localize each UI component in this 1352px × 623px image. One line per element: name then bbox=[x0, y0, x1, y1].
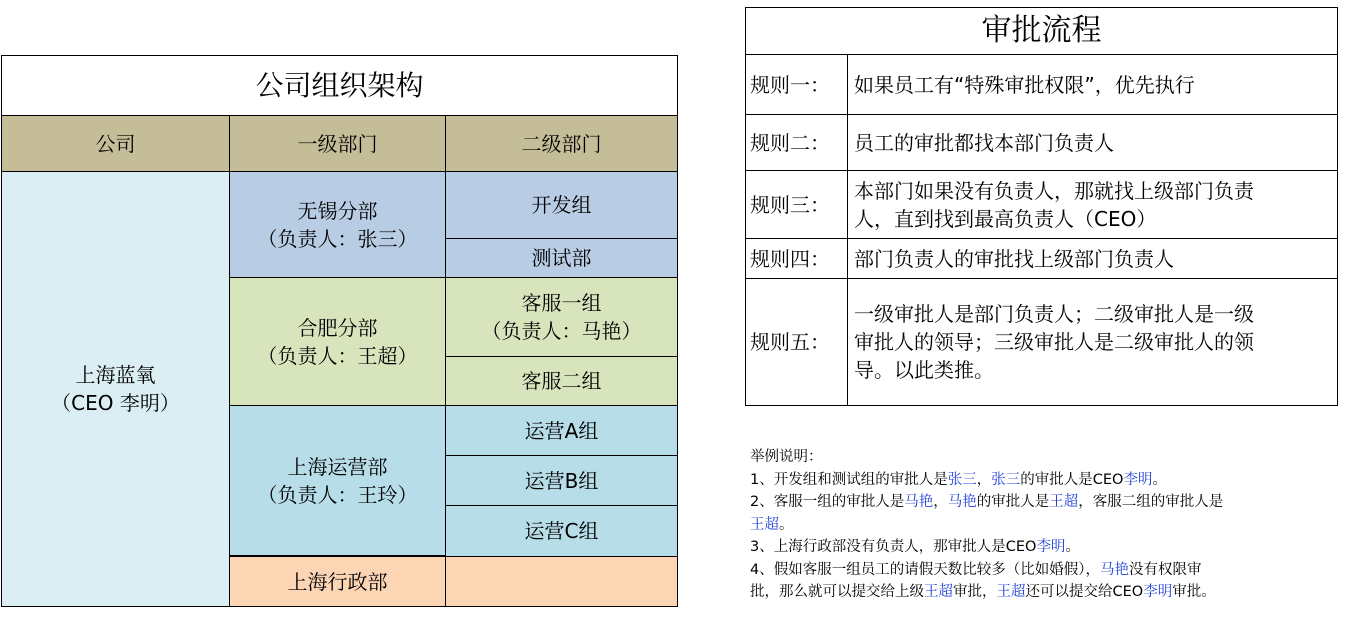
note-line bbox=[750, 469, 1350, 492]
note-text: 审批， bbox=[953, 584, 997, 600]
note-text: 。 bbox=[1065, 539, 1080, 555]
header-level2-dept: 二级部门 bbox=[445, 115, 678, 172]
note-text: 3、上海行政部没有负责人，那审批人是CEO bbox=[750, 539, 1037, 555]
note-text: 2、客服一组的审批人是 bbox=[750, 494, 905, 510]
highlighted-name: 马艳 bbox=[904, 494, 934, 510]
highlighted-name: 李明 bbox=[1036, 539, 1066, 555]
note-text: ，客服二组的审批人是 bbox=[1078, 494, 1224, 510]
highlighted-name: 王超 bbox=[996, 584, 1026, 600]
rule-5-text: 一级审批人是部门负责人；二级审批人是一级 审批人的领导；三级审批人是二级审批人的领 导。以此类推。 bbox=[847, 278, 1338, 406]
rule-4-text: 部门负责人的审批找上级部门负责人 bbox=[847, 238, 1338, 279]
division-shanghai-ops: 上海运营部 （负责人：王玲） bbox=[229, 405, 446, 556]
notes-lines bbox=[750, 469, 1350, 604]
highlighted-name: 王超 bbox=[924, 584, 953, 600]
highlighted-name: 马艳 bbox=[1099, 561, 1129, 578]
note-text: 的审批人是 bbox=[976, 494, 1050, 510]
examples-notes bbox=[750, 446, 1350, 604]
note-line bbox=[750, 491, 1350, 514]
note-text: 审批。 bbox=[1172, 584, 1216, 600]
note-text: 4、假如客服一组员工的请假天数比较多（比如婚假）， bbox=[750, 561, 1100, 578]
rule-2-text: 员工的审批都找本部门负责人 bbox=[847, 114, 1338, 171]
highlighted-name: 王超 bbox=[750, 516, 779, 533]
note-text: 1、开发组和测试组的审批人是 bbox=[750, 471, 948, 488]
subdept-cs2: 客服二组 bbox=[445, 356, 678, 406]
subdept-admin-empty bbox=[445, 556, 678, 607]
rule-2-label: 规则二： bbox=[745, 114, 848, 171]
rule-3-text: 本部门如果没有负责人，那就找上级部门负责 人，直到找到最高负责人（CEO） bbox=[847, 170, 1338, 239]
note-text: 。 bbox=[1152, 471, 1167, 488]
note-text: 。 bbox=[779, 516, 794, 533]
header-company: 公司 bbox=[1, 115, 230, 172]
note-text: 批，那么就可以提交给上级 bbox=[750, 584, 924, 600]
approval-title: 审批流程 bbox=[745, 7, 1338, 55]
subdept-ops-a: 运营A组 bbox=[445, 405, 678, 456]
note-text: 没有权限审 bbox=[1128, 561, 1202, 578]
company-cell: 上海蓝氧 （CEO 李明） bbox=[1, 171, 230, 607]
org-chart-title: 公司组织架构 bbox=[1, 55, 678, 116]
rule-3-label: 规则三： bbox=[745, 170, 848, 239]
rule-4-label: 规则四： bbox=[745, 238, 848, 279]
note-line bbox=[750, 514, 1350, 537]
division-wuxi: 无锡分部 （负责人：张三） bbox=[229, 171, 446, 278]
subdept-ops-b: 运营B组 bbox=[445, 455, 678, 506]
division-shanghai-admin: 上海行政部 bbox=[229, 556, 446, 607]
subdept-cs1: 客服一组 （负责人：马艳） bbox=[445, 277, 678, 357]
subdept-ops-c: 运营C组 bbox=[445, 505, 678, 557]
note-line bbox=[750, 581, 1350, 604]
highlighted-name: 李明 bbox=[1143, 584, 1173, 600]
notes-heading: 举例说明： bbox=[750, 449, 823, 465]
note-text: 的审批人是CEO bbox=[1020, 471, 1124, 488]
highlighted-name: 李明 bbox=[1123, 471, 1153, 488]
division-hefei: 合肥分部 （负责人：王超） bbox=[229, 277, 446, 406]
subdept-test: 测试部 bbox=[445, 238, 678, 278]
note-line bbox=[750, 559, 1350, 582]
note-line bbox=[750, 536, 1350, 559]
subdept-dev: 开发组 bbox=[445, 171, 678, 239]
note-text: ， bbox=[976, 471, 992, 488]
rule-1-text: 如果员工有“特殊审批权限”，优先执行 bbox=[847, 54, 1338, 115]
rule-1-label: 规则一： bbox=[745, 54, 848, 115]
note-text: 还可以提交给CEO bbox=[1025, 584, 1144, 600]
highlighted-name: 王超 bbox=[1049, 494, 1079, 510]
highlighted-name: 马艳 bbox=[947, 494, 977, 510]
rule-5-label: 规则五： bbox=[745, 278, 848, 406]
note-text: ， bbox=[933, 494, 948, 510]
header-level1-dept: 一级部门 bbox=[229, 115, 446, 172]
highlighted-name: 张三 bbox=[947, 471, 977, 488]
highlighted-name: 张三 bbox=[991, 471, 1021, 488]
